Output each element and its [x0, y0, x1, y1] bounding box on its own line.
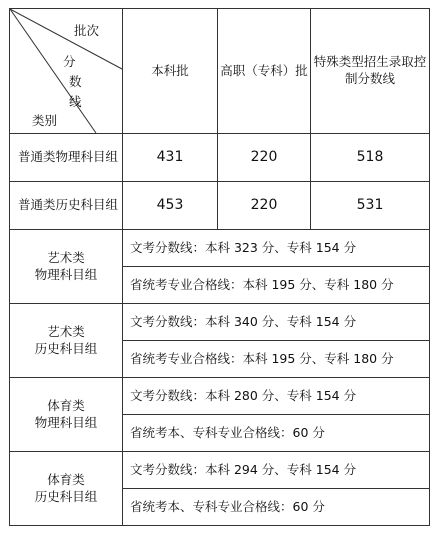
culture-score-line: 文考分数线：本科 340 分、专科 154 分	[123, 304, 430, 341]
score-vocational: 220	[218, 134, 311, 182]
score-special: 531	[311, 182, 430, 230]
score-special: 518	[311, 134, 430, 182]
culture-score-line: 文考分数线：本科 323 分、专科 154 分	[123, 230, 430, 267]
col-header-special-line1: 特殊类型招生录取控	[313, 54, 427, 70]
col-header-special	[311, 9, 430, 134]
category-label-line1: 体育类	[47, 471, 85, 487]
col-header-vocational: 高职（专科）批	[218, 9, 311, 134]
category-label-line1: 艺术类	[47, 323, 85, 339]
diagonal-label-mid2: 数	[69, 74, 82, 89]
culture-score-line: 文考分数线：本科 280 分、专科 154 分	[123, 378, 430, 415]
category-label-line2: 历史科目组	[34, 340, 98, 356]
category-label	[10, 304, 123, 378]
special-row-first	[10, 230, 430, 267]
category-label-line2: 物理科目组	[34, 414, 98, 430]
category-label-line1: 艺术类	[47, 249, 85, 265]
diagonal-label-mid3: 线	[69, 94, 82, 109]
row-label: 普通类历史科目组	[10, 182, 123, 230]
culture-score-line: 文考分数线：本科 294 分、专科 154 分	[123, 452, 430, 489]
score-undergrad: 431	[123, 134, 218, 182]
row-label: 普通类物理科目组	[10, 134, 123, 182]
special-row-first	[10, 452, 430, 489]
category-label-line1: 体育类	[47, 397, 85, 413]
diagonal-label-top: 批次	[74, 23, 100, 38]
header-row	[10, 9, 430, 134]
table-row	[10, 182, 430, 230]
special-row-first	[10, 304, 430, 341]
diagonal-label-mid1: 分	[63, 54, 76, 69]
category-label	[10, 230, 123, 304]
major-pass-line: 省统考专业合格线：本科 195 分、专科 180 分	[123, 341, 430, 378]
table-row	[10, 134, 430, 182]
diagonal-header-cell	[10, 9, 123, 134]
score-undergrad: 453	[123, 182, 218, 230]
score-vocational: 220	[218, 182, 311, 230]
major-pass-line: 省统考本、专科专业合格线：60 分	[123, 415, 430, 452]
special-row-first	[10, 378, 430, 415]
category-label-line2: 历史科目组	[34, 488, 98, 504]
col-header-special-line2: 制分数线	[344, 71, 395, 86]
category-label	[10, 452, 123, 526]
score-table	[9, 8, 430, 526]
major-pass-line: 省统考本、专科专业合格线：60 分	[123, 489, 430, 526]
category-label	[10, 378, 123, 452]
category-label-line2: 物理科目组	[34, 266, 98, 282]
diagonal-lines	[10, 9, 123, 133]
diagonal-label-bottom: 类别	[32, 113, 58, 128]
major-pass-line: 省统考专业合格线：本科 195 分、专科 180 分	[123, 267, 430, 304]
col-header-undergrad: 本科批	[123, 9, 218, 134]
